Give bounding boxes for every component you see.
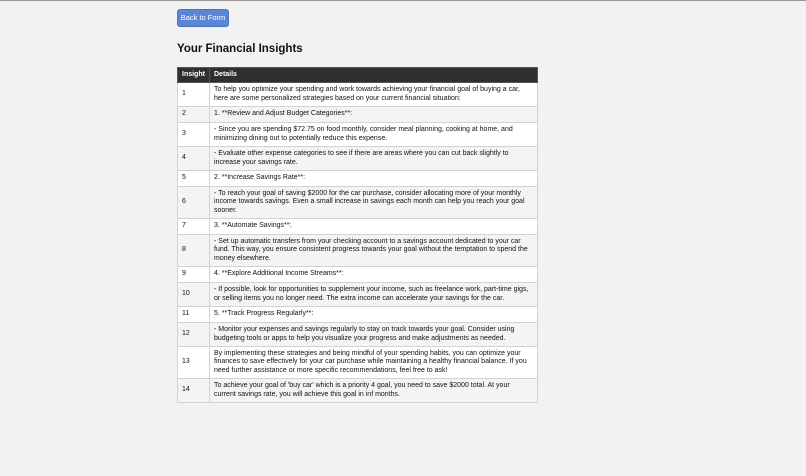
table-row xyxy=(178,147,538,171)
insight-number: 10 xyxy=(178,283,210,307)
table-row xyxy=(178,235,538,267)
table-row xyxy=(178,347,538,379)
column-header-insight: Insight xyxy=(178,68,210,83)
insight-details: To help you optimize your spending and work towards achieving your financial goal of buying a car, here are some personalized strategies based on your current financial situation: xyxy=(210,83,538,107)
insight-details: 1. **Review and Adjust Budget Categories**: xyxy=(210,107,538,123)
insight-number: 3 xyxy=(178,123,210,147)
insight-number: 5 xyxy=(178,171,210,187)
insight-details: - Monitor your expenses and savings regularly to stay on track towards your goal. Consider using budgeting tools or apps to help you visualize your progress and make adjustments as needed. xyxy=(210,323,538,347)
insight-details: - To reach your goal of saving $2000 for the car purchase, consider allocating more of your monthly income towards savings. Even a small increase in savings each month can help you reach your goal sooner. xyxy=(210,187,538,219)
insight-details: To achieve your goal of 'buy car' which is a priority 4 goal, you need to save $2000 total. At your current savings rate, you will achieve this goal in inf months. xyxy=(210,379,538,403)
insight-details: By implementing these strategies and being mindful of your spending habits, you can optimize your finances to save effectively for your car purchase while maintaining a healthy financial balance. If you need further assistance or more specific recommendations, feel free to ask! xyxy=(210,347,538,379)
insight-details: - Set up automatic transfers from your checking account to a savings account dedicated to your car fund. This way, you ensure consistent progress towards your goal without the temptation to spend the money elsewhere. xyxy=(210,235,538,267)
page-title: Your Financial Insights xyxy=(177,43,303,55)
table-row xyxy=(178,123,538,147)
insight-details: - Evaluate other expense categories to see if there are areas where you can cut back slightly to increase your savings rate. xyxy=(210,147,538,171)
insight-number: 8 xyxy=(178,235,210,267)
insight-details: - Since you are spending $72.75 on food monthly, consider meal planning, cooking at home, and minimizing dining out to potentially reduce this expense. xyxy=(210,123,538,147)
table-header-row xyxy=(178,68,538,83)
insight-details: 3. **Automate Savings**: xyxy=(210,219,538,235)
table-row xyxy=(178,267,538,283)
table-row xyxy=(178,187,538,219)
back-to-form-button[interactable]: Back to Form xyxy=(177,9,229,27)
insight-details: 4. **Explore Additional Income Streams**: xyxy=(210,267,538,283)
table-row xyxy=(178,283,538,307)
insight-details: 2. **Increase Savings Rate**: xyxy=(210,171,538,187)
insight-number: 2 xyxy=(178,107,210,123)
insight-number: 12 xyxy=(178,323,210,347)
insight-number: 9 xyxy=(178,267,210,283)
insight-number: 11 xyxy=(178,307,210,323)
insight-details: - If possible, look for opportunities to supplement your income, such as freelance work, part-time gigs, or selling items you no longer need. The extra income can accelerate your savings for the car. xyxy=(210,283,538,307)
insight-number: 14 xyxy=(178,379,210,403)
table-row xyxy=(178,379,538,403)
table-row xyxy=(178,107,538,123)
insight-number: 1 xyxy=(178,83,210,107)
table-row xyxy=(178,307,538,323)
column-header-details: Details xyxy=(210,68,538,83)
insight-number: 4 xyxy=(178,147,210,171)
table-row xyxy=(178,83,538,107)
table-row xyxy=(178,323,538,347)
insight-number: 7 xyxy=(178,219,210,235)
insights-table xyxy=(177,67,538,403)
insight-number: 6 xyxy=(178,187,210,219)
table-row xyxy=(178,171,538,187)
insight-details: 5. **Track Progress Regularly**: xyxy=(210,307,538,323)
insight-number: 13 xyxy=(178,347,210,379)
table-row xyxy=(178,219,538,235)
